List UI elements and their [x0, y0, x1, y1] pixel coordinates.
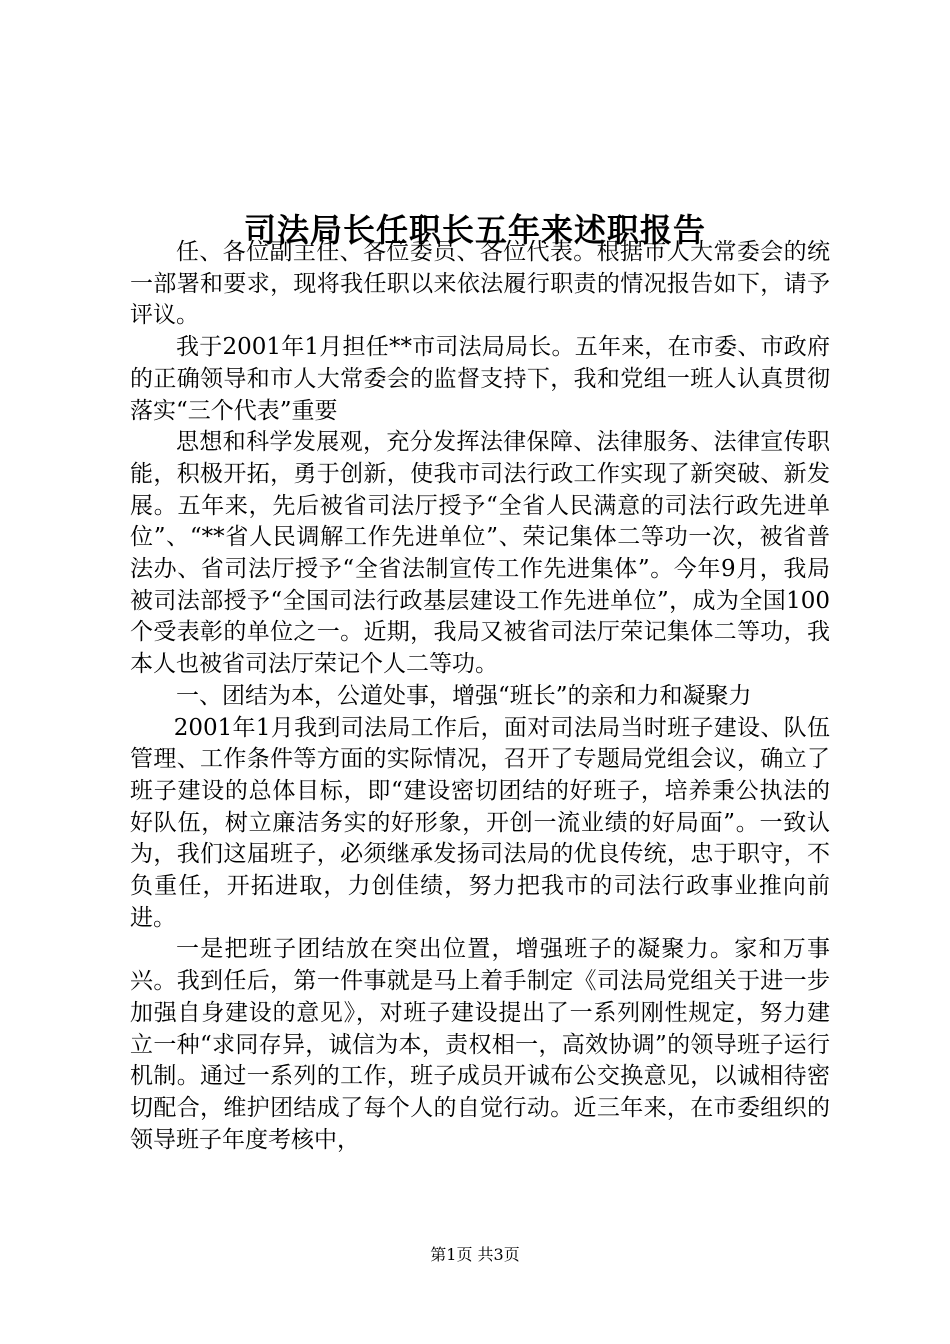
- paragraph-appointment: 我于2001年1月担任**市司法局局长。五年来，在市委、市政府的正确领导和市人大常委会的监督支持下，我和党组一班人认真贯彻落实“三个代表”重要: [130, 334, 830, 424]
- paragraph-achievements: 思想和科学发展观，充分发挥法律保障、法律服务、法律宣传职能，积极开拓，勇于创新，使我市司法行政工作实现了新突破、新发展。五年来，先后被省司法厅授予“全省人民满意的司法行政先进单位”、“**省人民调解工作先进单位”、荣记集体二等功一次，被省普法办、省司法厅授予“全省法制宣传工作先进集体”。今年9月，我局被司法部授予“全国司法行政基层建设工作先进单位”，成为全国100个受表彰的单位之一。近期，我局又被省司法厅荣记集体二等功，我本人也被省司法厅荣记个人二等功。: [130, 429, 830, 678]
- page-footer: 第1页 共3页: [430, 1245, 520, 1264]
- paragraph-team-building: 2001年1月我到司法局工作后，面对司法局当时班子建设、队伍管理、工作条件等方面的实际情况，召开了专题局党组会议，确立了班子建设的总体目标，即“建设密切团结的好班子，培养秉公执法的好队伍，树立廉洁务实的好形象，开创一流业绩的好局面”。一致认为，我们这届班子，必须继承发扬司法局的优良传统，忠于职守，不负重任，开拓进取，力创佳绩，努力把我市的司法行政事业推向前进。: [130, 714, 830, 931]
- section-heading-unity: 一、团结为本，公道处事，增强“班长”的亲和力和凝聚力: [176, 682, 752, 709]
- paragraph-cohesion: 一是把班子团结放在突出位置，增强班子的凝聚力。家和万事兴。我到任后，第一件事就是马上着手制定《司法局党组关于进一步加强自身建设的意见》，对班子建设提出了一系列刚性规定，努力建立一种“求同存异，诚信为本，责权相一，高效协调”的领导班子运行机制。通过一系列的工作，班子成员开诚布公交换意见，以诚相待密切配合，维护团结成了每个人的自觉行动。近三年来，在市委组织的领导班子年度考核中，: [130, 936, 830, 1153]
- document-body: [130, 237, 830, 1156]
- paragraph-greeting: 任、各位副主任、各位委员、各位代表。根据市人大常委会的统一部署和要求，现将我任职以来依法履行职责的情况报告如下，请予评议。: [130, 239, 830, 329]
- document-title: 司法局长任职长五年来述职报告: [243, 211, 706, 250]
